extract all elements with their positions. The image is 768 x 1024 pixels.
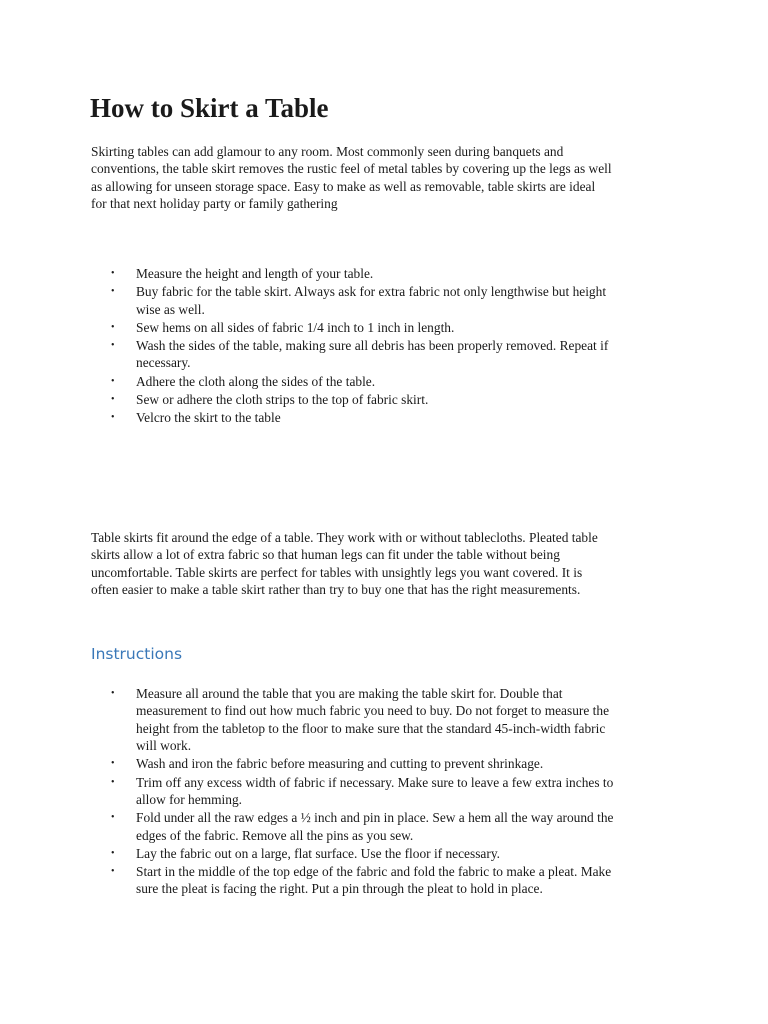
summary-step-item (110, 391, 710, 408)
bullet-icon: • (111, 286, 115, 298)
closing-line: skirts allow a lot of extra fabric so that human legs can fit under the table without being (91, 547, 560, 563)
summary-step-item-text: Wash the sides of the table, making sure all debris has been properly removed. Repeat if (136, 338, 609, 354)
instruction-step-item-text: Start in the middle of the top edge of the fabric and fold the fabric to make a pleat. Make (136, 864, 612, 880)
summary-step-item (110, 283, 710, 318)
instructions-list (110, 685, 710, 899)
bullet-icon: • (111, 847, 115, 859)
summary-step-item-text: Sew hems on all sides of fabric 1/4 inch to 1 inch in length. (136, 319, 455, 335)
instruction-step-item-text: height from the tabletop to the floor to make sure that the standard 45-inch-width fabric (136, 720, 606, 736)
intro-line: conventions, the table skirt removes the rustic feel of metal tables by covering up the legs as well (91, 161, 612, 177)
intro-line: as allowing for unseen storage space. Easy to make as well as removable, table skirts are ideal (91, 178, 596, 194)
summary-step-item (110, 265, 710, 282)
bullet-icon: • (111, 776, 115, 788)
instruction-step-item-text: Lay the fabric out on a large, flat surface. Use the floor if necessary. (136, 845, 500, 861)
summary-step-item-text: Velcro the skirt to the table (136, 410, 281, 426)
instructions-heading: Instructions (91, 645, 183, 663)
summary-step-item-text: Buy fabric for the table skirt. Always ask for extra fabric not only lengthwise but height (136, 284, 607, 300)
intro-paragraph (91, 143, 691, 213)
instruction-step-item (110, 755, 710, 772)
summary-step-item-text: Sew or adhere the cloth strips to the top of fabric skirt. (136, 391, 429, 407)
instruction-step-item-text: sure the pleat is facing the right. Put a pin through the pleat to hold in place. (136, 881, 543, 897)
instruction-step-item (110, 809, 710, 844)
summary-step-item (110, 409, 710, 426)
closing-line: uncomfortable. Table skirts are perfect for tables with unsightly legs you want covered. It is (91, 564, 583, 580)
instruction-step-item-text: Measure all around the table that you are making the table skirt for. Double that (136, 686, 563, 701)
summary-step-item-text: Measure the height and length of your table. (136, 266, 374, 281)
instruction-step-item-text: will work. (136, 738, 192, 754)
summary-step-item-text: necessary. (136, 355, 191, 371)
bullet-icon: • (111, 812, 115, 824)
bullet-icon: • (111, 321, 115, 333)
bullet-icon: • (111, 340, 115, 352)
instruction-step-item (110, 774, 710, 809)
bullet-icon: • (111, 688, 115, 699)
closing-paragraph (91, 529, 691, 599)
instruction-step-item (110, 845, 710, 862)
bullet-icon: • (111, 375, 115, 387)
page-title: How to Skirt a Table (90, 93, 329, 123)
bullet-icon: • (111, 412, 115, 424)
instruction-step-item-text: Wash and iron the fabric before measuring and cutting to prevent shrinkage. (136, 756, 544, 772)
instruction-step-item (110, 685, 710, 755)
closing-line: often easier to make a table skirt rather than try to buy one that has the right measurements. (91, 582, 581, 598)
bullet-icon: • (111, 268, 115, 279)
summary-steps-list (110, 265, 710, 427)
intro-line: Skirting tables can add glamour to any room. Most commonly seen during banquets and (91, 144, 564, 159)
bullet-icon: • (111, 758, 115, 770)
summary-step-item (110, 337, 710, 372)
instruction-step-item-text: measurement to find out how much fabric you need to buy. Do not forget to measure the (136, 703, 610, 719)
instruction-step-item-text: Trim off any excess width of fabric if necessary. Make sure to leave a few extra inches to (136, 774, 614, 790)
summary-step-item (110, 319, 710, 336)
instruction-step-item (110, 863, 710, 898)
bullet-icon: • (111, 866, 115, 878)
intro-line: for that next holiday party or family gathering (91, 196, 338, 212)
instruction-step-item-text: Fold under all the raw edges a ½ inch and pin in place. Sew a hem all the way around the (136, 810, 614, 826)
instruction-step-item-text: allow for hemming. (136, 792, 242, 808)
instruction-step-item-text: edges of the fabric. Remove all the pins as you sew. (136, 827, 414, 843)
closing-line: Table skirts fit around the edge of a table. They work with or without tablecloths. Pleated table (91, 530, 598, 545)
summary-step-item-text: wise as well. (136, 301, 205, 317)
bullet-icon: • (111, 393, 115, 405)
summary-step-item-text: Adhere the cloth along the sides of the table. (136, 373, 376, 389)
summary-step-item (110, 373, 710, 390)
